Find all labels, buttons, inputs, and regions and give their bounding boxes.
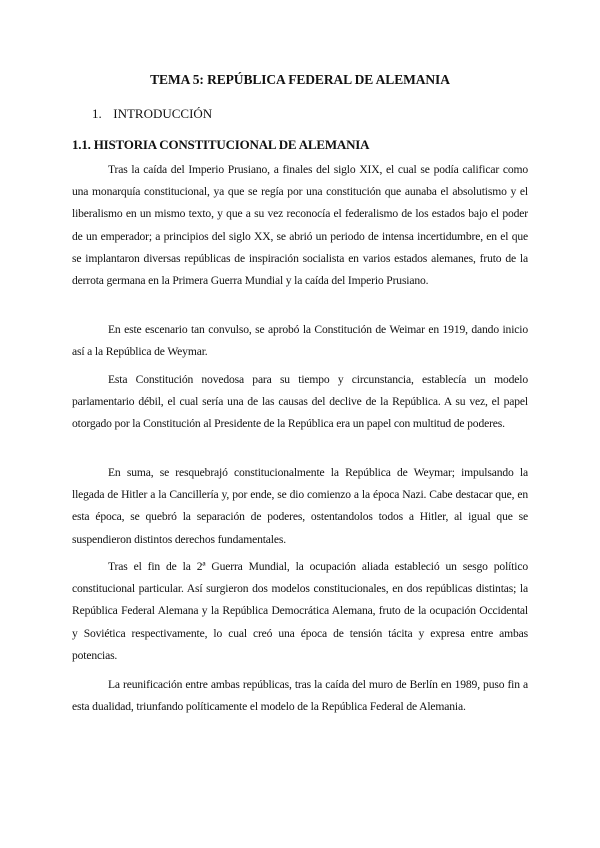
paragraph: En suma, se resquebrajó constitucionalmente la República de Weymar; impulsando la llegada de Hitler a la Cancillería y, por ende, se dio comienzo a la época Nazi. Cabe destacar que, en esta época, se quebró la separación de poderes, ostentandolos todos a Hitler, al igual que se suspendieron distintos derechos fundamentales.: [72, 466, 528, 546]
paragraph: La reunificación entre ambas repúblicas, tras la caída del muro de Berlín en 1989, puso fin a esta dualidad, triunfando políticamente el modelo de la República Federal de Alemania.: [72, 678, 528, 714]
intro-number: 1.: [92, 106, 102, 121]
document-title: TEMA 5: REPÚBLICA FEDERAL DE ALEMANIA: [150, 72, 450, 87]
section-heading: 1.1. HISTORIA CONSTITUCIONAL DE ALEMANIA: [72, 137, 370, 152]
intro-label: INTRODUCCIÓN: [113, 106, 213, 121]
intro-heading: [92, 106, 212, 122]
paragraph: Esta Constitución novedosa para su tiempo y circunstancia, establecía un modelo parlamentario débil, el cual sería una de las causas del declive de la República. A su vez, el papel otorgado por la Constitución al Presidente de la República era un papel con multitud de poderes.: [72, 373, 528, 431]
paragraph: Tras el fin de la 2ª Guerra Mundial, la ocupación aliada estableció un sesgo político constitucional particular. Así surgieron dos modelos constitucionales, en dos repúblicas distintas; la República Federal Alemana y la República Democrática Alemana, fruto de la ocupación Occidental y Soviética respectivamente, lo cual creó una época de tensión tácita y expresa entre ambas potencias.: [72, 560, 528, 662]
paragraph: Tras la caída del Imperio Prusiano, a finales del siglo XIX, el cual se podía calificar como una monarquía constitucional, ya que se regía por una constitución que aunaba el absolutismo y el liberalismo en un mismo texto, y que a su vez reconocía el federalismo de los estados bajo el poder de un emperador; a principios del siglo XX, se abrió un periodo de intensa incertidumbre, en el que se implantaron diversas repúblicas de inspiración socialista en varios estados alemanes, fruto de la derrota germana en la Primera Guerra Mundial y la caída del Imperio Prusiano.: [72, 163, 528, 288]
paragraph: En este escenario tan convulso, se aprobó la Constitución de Weimar en 1919, dando inicio así a la República de Weymar.: [72, 323, 528, 359]
